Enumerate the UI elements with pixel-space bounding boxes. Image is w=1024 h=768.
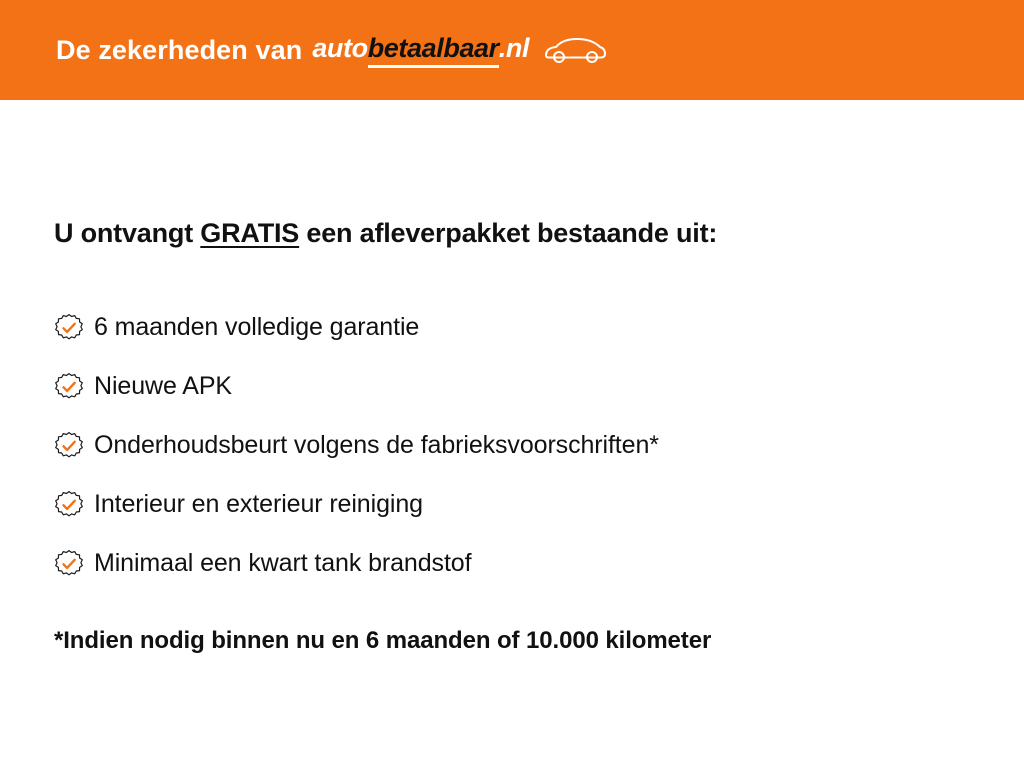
benefits-list — [54, 298, 954, 593]
list-item-label: Interieur en exterieur reiniging — [94, 490, 423, 518]
list-item — [54, 416, 954, 475]
car-icon — [543, 36, 607, 64]
header-banner — [0, 0, 1024, 100]
list-item-label: Onderhoudsbeurt volgens de fabrieksvoorschriften* — [94, 431, 659, 459]
footnote: *Indien nodig binnen nu en 6 maanden of 10.000 kilometer — [54, 627, 712, 654]
list-item — [54, 475, 954, 534]
list-item-label: Minimaal een kwart tank brandstof — [94, 549, 472, 577]
page-title: De zekerheden van — [56, 34, 303, 65]
brand-logo[interactable] — [312, 33, 529, 68]
check-gear-icon — [54, 313, 84, 343]
headline-after: een afleverpakket bestaande uit: — [299, 218, 718, 248]
brand-part-auto: auto — [312, 32, 368, 63]
header-inner — [56, 33, 607, 68]
list-item — [54, 357, 954, 416]
brand-part-betaalbaar: betaalbaar — [368, 33, 499, 68]
check-gear-icon — [54, 549, 84, 579]
headline-before: U ontvangt — [54, 218, 201, 248]
check-gear-icon — [54, 372, 84, 402]
list-item — [54, 534, 954, 593]
headline-highlight: GRATIS — [200, 218, 300, 248]
list-item-label: Nieuwe APK — [94, 372, 232, 400]
check-gear-icon — [54, 490, 84, 520]
list-item-label: 6 maanden volledige garantie — [94, 313, 420, 341]
headline — [54, 218, 717, 249]
check-gear-icon — [54, 431, 84, 461]
brand-part-tld: .nl — [498, 32, 530, 63]
main-content — [0, 100, 1024, 768]
list-item — [54, 298, 954, 357]
